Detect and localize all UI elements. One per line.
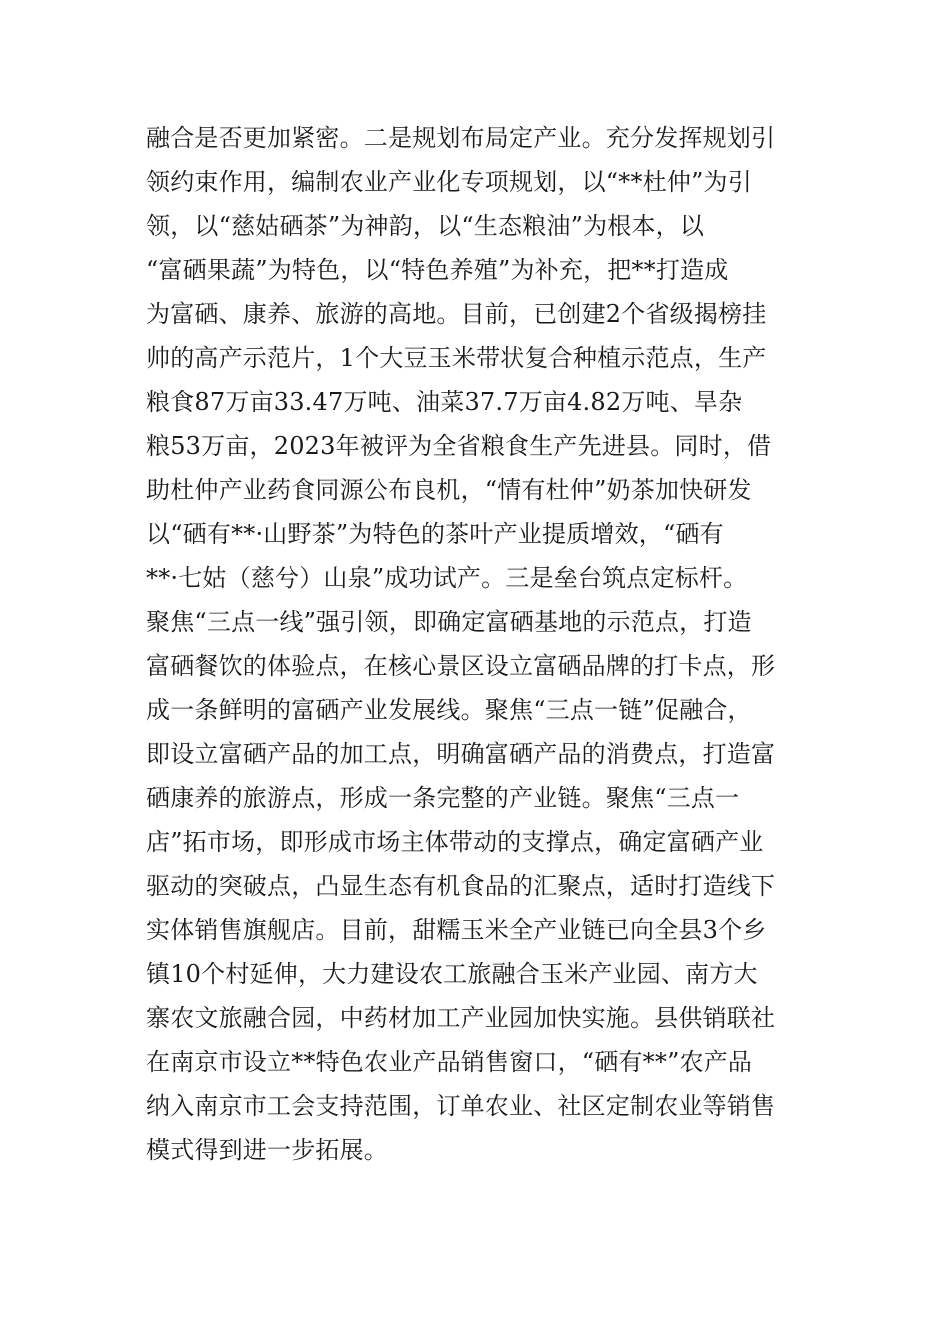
text-line: 驱动的突破点，凸显生态有机食品的汇聚点，适时打造线下 [146, 872, 776, 900]
text-line: 融合是否更加紧密。二是规划布局定产业。充分发挥规划引 [146, 124, 776, 152]
text-line: 领，以“慈姑硒茶”为神韵，以“生态粮油”为根本，以 [146, 212, 705, 240]
text-line: 助杜仲产业药食同源公布良机，“情有杜仲”奶茶加快研发 [146, 476, 752, 504]
text-line: 店”拓市场，即形成市场主体带动的支撑点，确定富硒产业 [146, 828, 764, 856]
text-line: 纳入南京市工会支持范围，订单农业、社区定制农业等销售 [146, 1092, 776, 1120]
text-line: **·七姑（慈兮）山泉”成功试产。三是垒台筑点定标杆。 [146, 564, 748, 592]
text-line: 为富硒、康养、旅游的高地。目前，已创建2个省级揭榜挂 [146, 300, 767, 328]
text-line: 实体销售旗舰店。目前，甜糯玉米全产业链已向全县3个乡 [146, 916, 767, 944]
body-paragraph [146, 116, 816, 1172]
text-line: 镇10个村延伸，大力建设农工旅融合玉米产业园、南方大 [146, 960, 758, 988]
text-line: 粮食87万亩33.47万吨、油菜37.7万亩4.82万吨、旱杂 [146, 388, 743, 416]
text-line: 领约束作用，编制农业产业化专项规划，以“**杜仲”为引 [146, 168, 752, 196]
text-line: 以“硒有**·山野茶”为特色的茶叶产业提质增效，“硒有 [146, 520, 724, 548]
text-line: 即设立富硒产品的加工点，明确富硒产品的消费点，打造富 [146, 740, 776, 768]
text-line: 成一条鲜明的富硒产业发展线。聚焦“三点一链”促融合， [146, 696, 752, 724]
text-line: 硒康养的旅游点，形成一条完整的产业链。聚焦“三点一 [146, 784, 740, 812]
text-line: 在南京市设立**特色农业产品销售窗口，“硒有**”农产品 [146, 1048, 753, 1076]
text-line: 帅的高产示范片，1个大豆玉米带状复合种植示范点，生产 [146, 344, 767, 372]
text-line: “富硒果蔬”为特色，以“特色养殖”为补充，把**打造成 [146, 256, 729, 284]
text-line: 模式得到进一步拓展。 [146, 1136, 388, 1164]
text-line: 寨农文旅融合园，中药材加工产业园加快实施。县供销联社 [146, 1004, 776, 1032]
text-line: 粮53万亩，2023年被评为全省粮食生产先进县。同时，借 [146, 432, 772, 460]
text-line: 富硒餐饮的体验点，在核心景区设立富硒品牌的打卡点，形 [146, 652, 776, 680]
text-line: 聚焦“三点一线”强引领，即确定富硒基地的示范点，打造 [146, 608, 752, 636]
